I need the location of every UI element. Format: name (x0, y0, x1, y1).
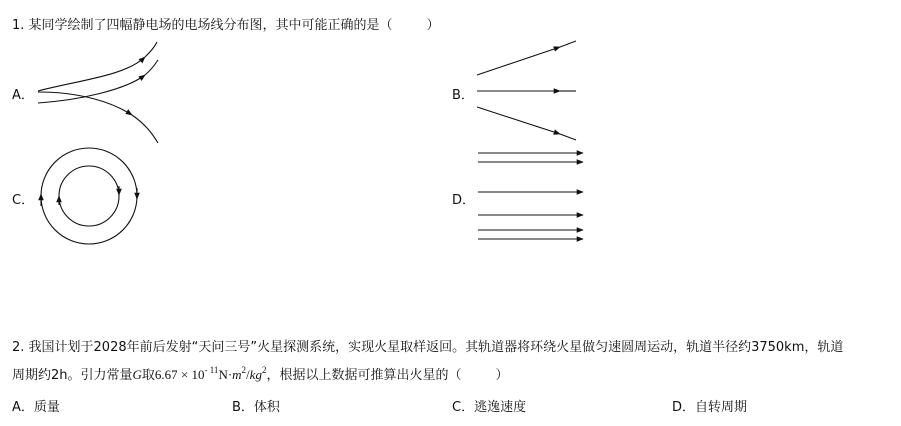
question-1-close: ） (426, 18, 440, 33)
q2-option-d (672, 396, 747, 415)
question-1-text: 1. 某同学绘制了四幅静电场的电场线分布图，其中可能正确的是（ (12, 18, 393, 33)
q2-option-b (232, 396, 280, 415)
q2-option-d-key: D． (672, 400, 696, 415)
take-word: 取 (141, 368, 155, 383)
figure-c-field-lines (41, 148, 137, 244)
q2-option-b-text: 体积 (253, 400, 280, 415)
unit-n: N· (218, 367, 233, 382)
figure-c-inner-circle (59, 166, 119, 226)
unit-m: m (232, 367, 242, 382)
figure-b-field-lines (477, 41, 576, 140)
question-2-close: ） (495, 368, 509, 383)
option-b-label: B． (452, 88, 474, 103)
option-c-label: C． (12, 193, 35, 208)
q2-option-c (452, 396, 526, 415)
q2-option-a-key: A． (12, 400, 34, 415)
q2-option-a (12, 396, 60, 415)
q2-option-a-text: 质量 (33, 400, 60, 415)
q2-option-d-text: 自转周期 (695, 400, 748, 415)
q2-option-b-key: B． (232, 400, 254, 415)
question-2-line-1: 2. 我国计划于2028年前后发射“天问三号”火星探测系统，实现火星取样返回。其轨道器将环绕火星做匀速圆周运动，轨道半径约3750km，轨道 (12, 340, 844, 355)
q2-option-c-text: 逃逸速度 (474, 400, 527, 415)
unit-kg: kg (249, 367, 262, 382)
figure-a-line-bottom (38, 92, 132, 115)
gravitational-constant-symbol: G (132, 367, 142, 382)
q2-option-c-key: C． (452, 400, 475, 415)
question-2-suffix: ，根据以上数据可推算出火星的（ (266, 368, 462, 383)
option-d-label: D． (452, 193, 476, 208)
question-2-prefix: 周期约2h。引力常量 (12, 368, 133, 383)
unit-slash: / (246, 367, 250, 382)
figure-b-line-upper (477, 47, 560, 75)
unit-kg-exponent: 2 (261, 365, 267, 375)
unit-m-exponent: 2 (241, 365, 247, 375)
question-2-line-2 (12, 364, 508, 383)
option-a-label: A． (12, 88, 34, 103)
figure-d-field-lines (478, 153, 583, 239)
figure-b-line-lower (477, 107, 560, 134)
g-value: 6.67 × 10 (154, 367, 205, 382)
figure-a-field-lines (38, 42, 158, 143)
g-exponent: - 11 (204, 365, 219, 375)
figure-c-outer-circle (41, 148, 137, 244)
figure-a-line-top (38, 57, 145, 91)
